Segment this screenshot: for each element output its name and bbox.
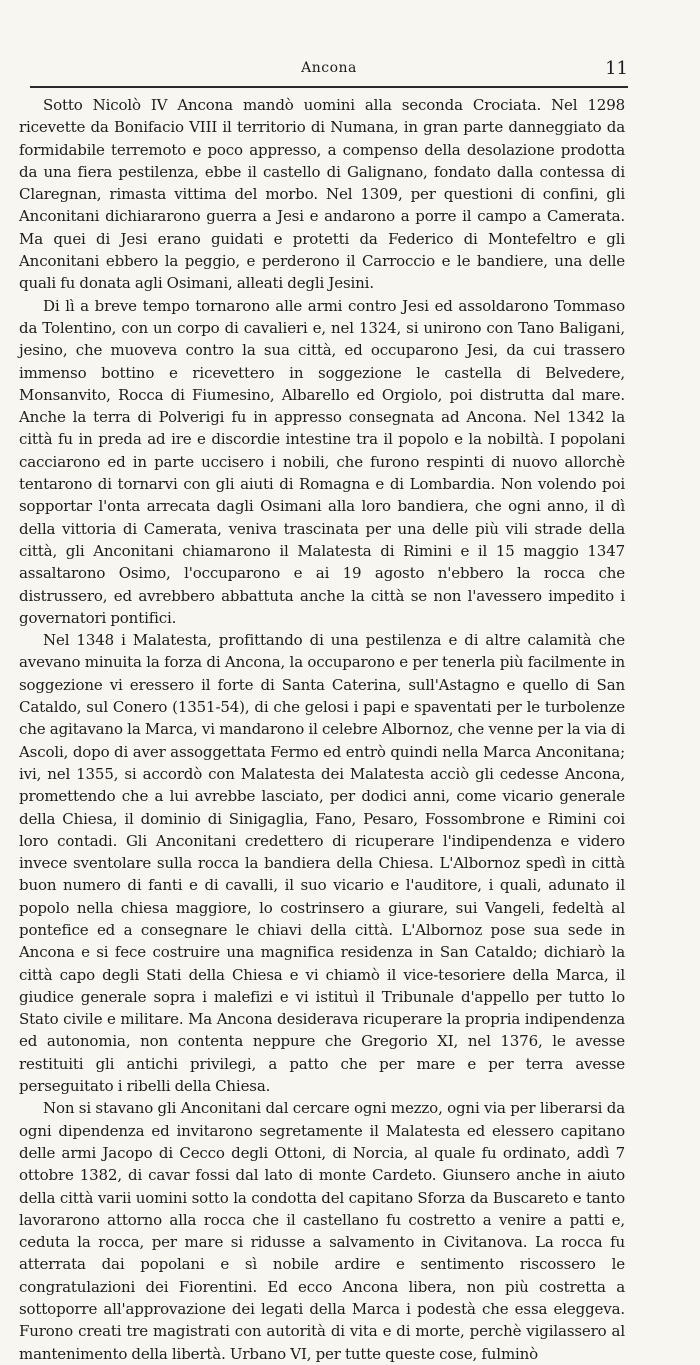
paragraph-2: Di lì a breve tempo tornarono alle armi contro Jesi ed assoldarono Tommaso da Tolentino, con un corpo di cavalieri e, nel 1324, si unirono con Tano Baligani, jesino, che muoveva contro la sua città, ed occuparono Jesi, da cui trassero immenso bottino e ricevettero in soggezione le castella di Belvedere, Monsanvito, Rocca di Fiumesino, Albarello ed Orgiolo, poi distrutta dal mare. Anche la terra di Polverigi fu in appresso consegnata ad Ancona. Nel 1342 la città fu in preda ad ire e discordie intestine tra il popolo e la nobiltà. I popolani cacciarono ed in parte uccisero i nobili, che furono respinti di nuovo allorchè tentarono di tornarvi con gli aiuti di Romagna e di Lombardia. Non volendo poi sopportar l'onta arrecata dagli Osimani alla loro bandiera, che ogni anno, il dì della vittoria di Camerata, veniva trascinata per una delle più vili strade della città, gli Anconitani chiamarono il Malatesta di Rimini e il 15 maggio 1347 assaltarono Osimo, l'occuparono e ai 19 agosto n'ebbero la rocca che distrussero, ed avrebbero abbattuta anche la città se non l'avessero impedito i governatori pontifici. xyxy=(19,296,625,627)
paragraph-1: Sotto Nicolò IV Ancona mandò uomini alla seconda Crociata. Nel 1298 ricevette da Bonifacio VIII il territorio di Numana, in gran parte danneggiato da formidabile terremoto e poco appresso, a compenso della desolazione prodotta da una fiera pestilenza, ebbe il castello di Galignano, fondato dalla contessa di Claregnan, rimasta vittima del morbo. Nel 1309, per questioni di confini, gli Anconitani dichiararono guerra a Jesi e andarono a porre il campo a Camerata. Ma quei di Jesi erano guidati e protetti da Federico di Montefeltro e gli Anconitani ebbero la peggio, e perderono il Carroccio e le bandiere, una delle quali fu donata agli Osimani, alleati degli Jesini. xyxy=(19,96,625,293)
running-header xyxy=(30,60,628,84)
running-title: Ancona xyxy=(301,60,357,76)
page-number: 11 xyxy=(605,58,628,79)
paragraph-3: Nel 1348 i Malatesta, profittando di una pestilenza e di altre calamità che avevano minuita la forza di Ancona, la occuparono e per tenerla più facilmente in soggezione vi eressero il forte di Santa Caterina, sull'Astagno e quello di San Cataldo, sul Conero (1351-54), di che gelosi i papi e spaventati per le turbolenze che agitavano la Marca, vi mandarono il celebre Albornoz, che venne per la via di Ascoli, dopo di aver assoggettata Fermo ed entrò quindi nella Marca Anconitana; ivi, nel 1355, si accordò con Malatesta dei Malatesta acciò gli cedesse Ancona, promettendo che a lui avrebbe lasciato, per dodici anni, come vicario generale della Chiesa, il dominio di Sinigaglia, Fano, Pesaro, Fossombrone e Rimini coi loro contadi. Gli Anconitani credettero di ricuperare l'indipendenza e videro invece sventolare sulla rocca la bandiera della Chiesa. L'Albornoz spedì in città buon numero di fanti e di cavalli, il suo vicario e l'auditore, i quali, adunato il popolo nella chiesa maggiore, lo costrinsero a giurare, sui Vangeli, fedeltà al pontefice ed a consegnare le chiavi della città. L'Albornoz pose sua sede in Ancona e si fece costruire una magnifica residenza in San Cataldo; dichiarò la città capo degli Stati della Chiesa e vi chiamò il vice-tesoriere della Marca, il giudice generale sopra i malefizi e vi istituì il Tribunale d'appello per tutto lo Stato civile e militare. Ma Ancona desiderava ricuperare la propria indipendenza ed autonomia, non contenta neppure che Gregorio XI, nel 1376, le avesse restituiti gli antichi privilegi, a patto che per mare e per terra avesse perseguitato i ribelli della Chiesa. xyxy=(19,631,625,1096)
header-rule xyxy=(30,86,628,88)
page-body xyxy=(19,94,625,1365)
paragraph-4: Non si stavano gli Anconitani dal cercare ogni mezzo, ogni via per liberarsi da ogni dipendenza ed invitarono segretamente il Malatesta ed elessero capitano delle armi Jacopo di Cecco degli Ottoni, di Norcia, al quale fu ordinato, addì 7 ottobre 1382, di cavar fossi dal lato di monte Cardeto. Giunsero anche in aiuto della città varii uomini sotto la condotta del capitano Sforza da Buscareto e tanto lavorarono attorno alla rocca che il castellano fu costretto a venire a patti e, ceduta la rocca, per mare si ridusse a salvamento in Civitanova. La rocca fu atterrata dai popolani e sì nobile ardire e sentimento riscossero le congratulazioni dei Fiorentini. Ed ecco Ancona libera, non più costretta a sottoporre all'approvazione dei legati della Marca i podestà che essa eleggeva. Furono creati tre magistrati con autorità di vita e di morte, perchè vigilassero al mantenimento della libertà. Urbano VI, per tutte queste cose, fulminò xyxy=(19,1099,625,1363)
